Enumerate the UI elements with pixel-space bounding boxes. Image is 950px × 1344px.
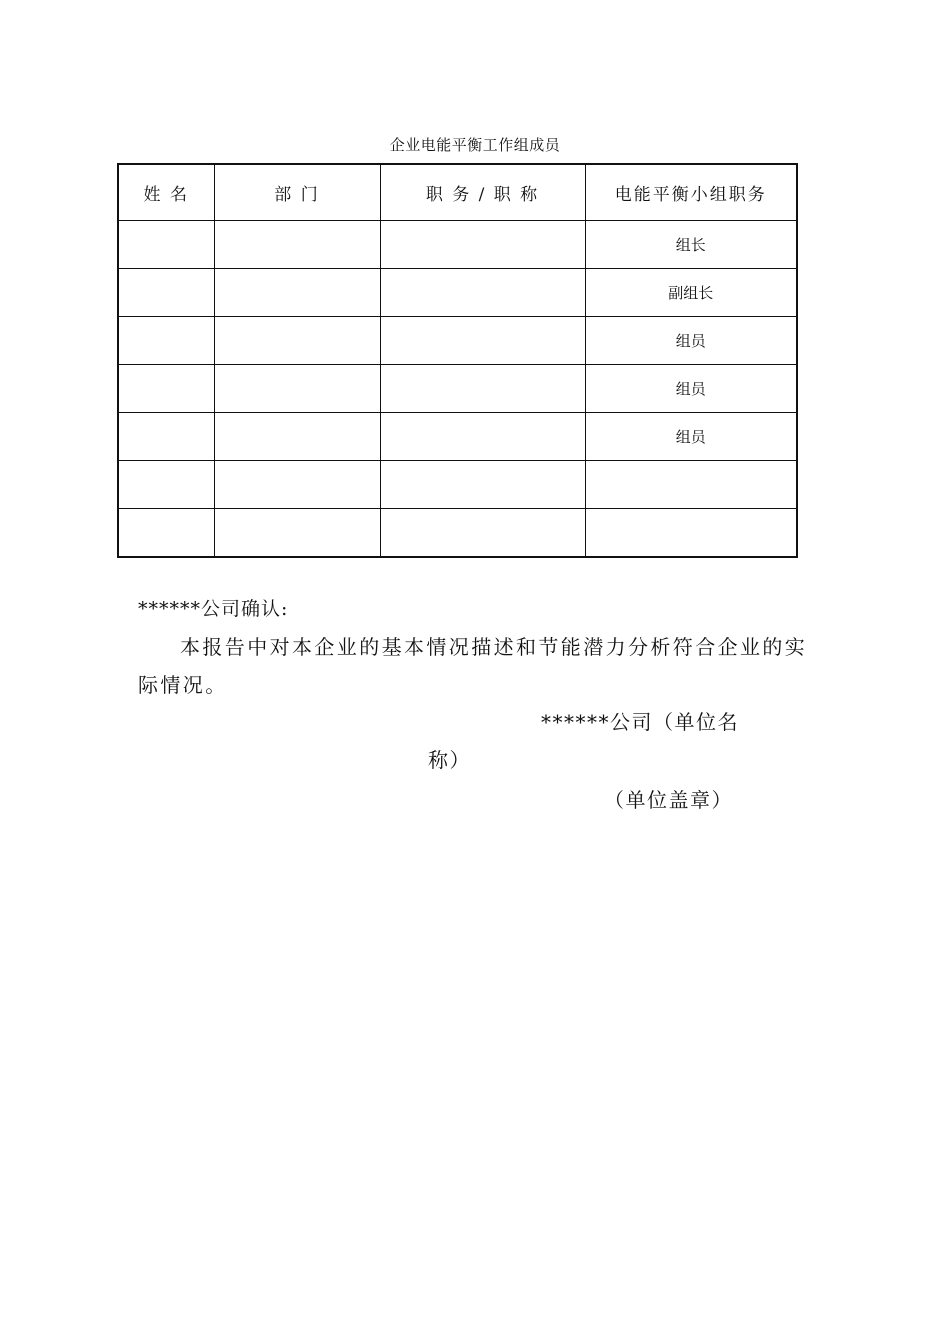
- cell-group-role: 组长: [585, 221, 797, 269]
- signature-company-name: ******公司（单位名: [541, 710, 739, 734]
- cell-department: [214, 269, 380, 317]
- cell-group-role: 组员: [585, 413, 797, 461]
- signature-seal-label: （单位盖章）: [604, 788, 733, 812]
- cell-name: [118, 365, 214, 413]
- cell-group-role: [585, 509, 797, 558]
- cell-position-title: [380, 221, 585, 269]
- cell-department: [214, 221, 380, 269]
- cell-name: [118, 317, 214, 365]
- table-row: [118, 365, 797, 413]
- column-header-group-role: 电能平衡小组职务: [585, 164, 797, 221]
- table-header-row: [118, 164, 797, 221]
- page-title: 企业电能平衡工作组成员: [389, 136, 561, 154]
- confirmation-statement: 本报告中对本企业的基本情况描述和节能潜力分析符合企业的实际情况。: [138, 635, 808, 697]
- table-row: [118, 413, 797, 461]
- cell-group-role: 组员: [585, 317, 797, 365]
- table-row: [118, 509, 797, 558]
- cell-name: [118, 269, 214, 317]
- cell-name: [118, 413, 214, 461]
- members-table: [117, 163, 798, 558]
- column-header-name: 姓 名: [118, 164, 214, 221]
- signature-company-name-continued: 称）: [428, 748, 471, 772]
- column-header-position-title: 职 务 / 职 称: [380, 164, 585, 221]
- cell-name: [118, 461, 214, 509]
- cell-department: [214, 461, 380, 509]
- cell-group-role: 副组长: [585, 269, 797, 317]
- cell-position-title: [380, 269, 585, 317]
- cell-name: [118, 509, 214, 558]
- cell-department: [214, 317, 380, 365]
- cell-position-title: [380, 413, 585, 461]
- confirmation-heading: ******公司确认:: [138, 598, 289, 620]
- column-header-department: 部 门: [214, 164, 380, 221]
- table-row: [118, 221, 797, 269]
- cell-position-title: [380, 461, 585, 509]
- cell-department: [214, 365, 380, 413]
- cell-position-title: [380, 509, 585, 558]
- cell-name: [118, 221, 214, 269]
- cell-department: [214, 413, 380, 461]
- table-row: [118, 269, 797, 317]
- table-row: [118, 317, 797, 365]
- cell-position-title: [380, 365, 585, 413]
- cell-group-role: 组员: [585, 365, 797, 413]
- cell-group-role: [585, 461, 797, 509]
- cell-position-title: [380, 317, 585, 365]
- table-row: [118, 461, 797, 509]
- cell-department: [214, 509, 380, 558]
